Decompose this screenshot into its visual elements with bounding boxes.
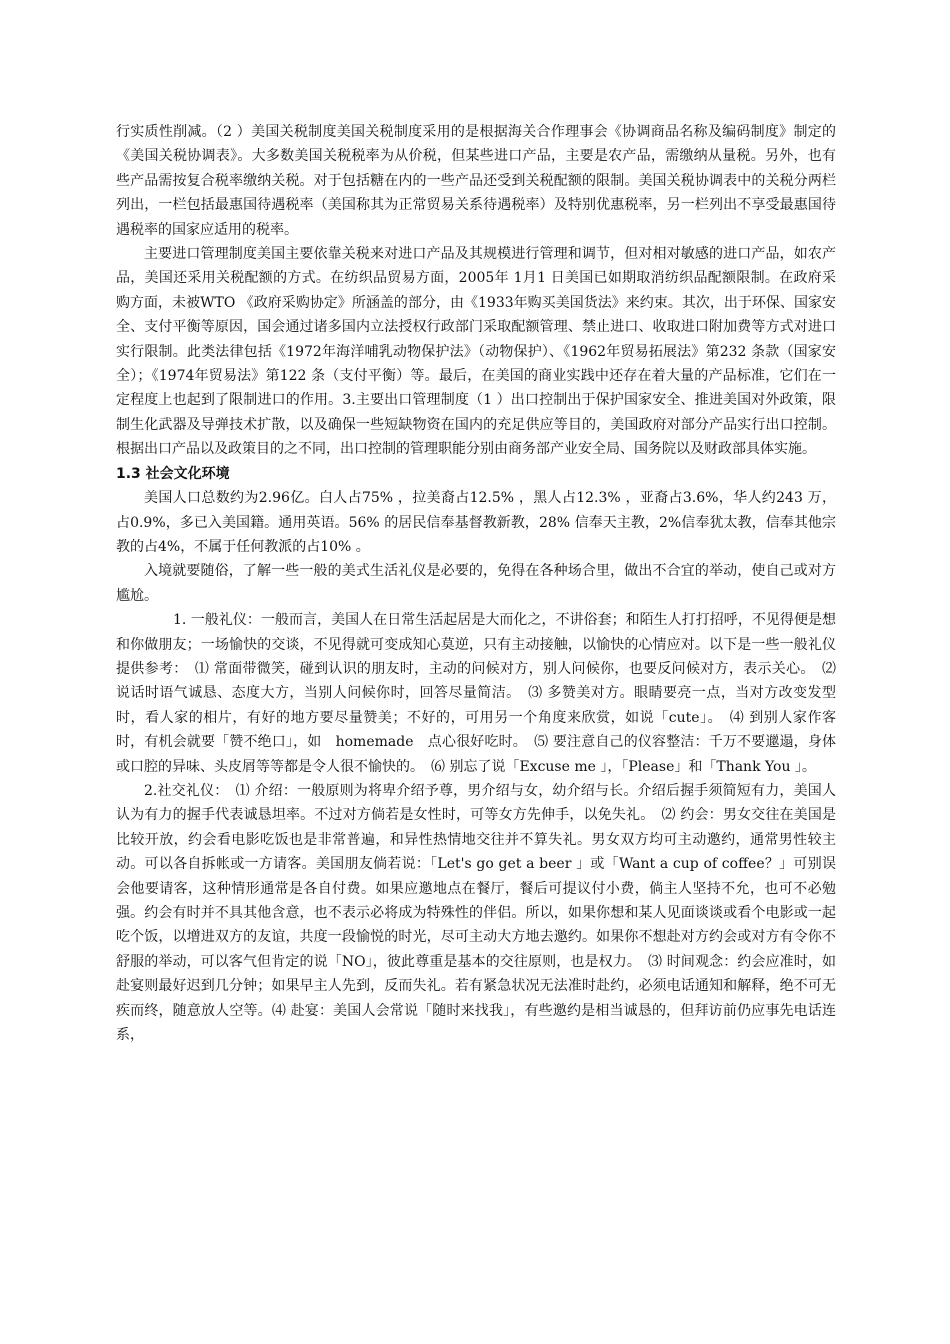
- body-paragraph: 美国人口总数约为2.96亿。白人占75% ，拉美裔占12.5% ，黑人占12.3% ，亚裔占3.6%，华人约243 万，占0.9%，多已入美国籍。通用英语。56% 的居民信奉基督教新教，28% 信奉天主教，2%信奉犹太教，信奉其他宗教的占4%，不属于任何教派的占10% 。: [116, 490, 836, 555]
- body-paragraph: 行实质性削减。（2 ）美国关税制度美国关税制度采用的是根据海关合作理事会《协调商品名称及编码制度》制定的《美国关税协调表》。大多数美国关税税率为从价税，但某些进口产品，主要是农产品，需缴纳从量税。另外，也有些产品需按复合税率缴纳关税。对于包括糖在内的一些产品还受到关税配额的限制。美国关税协调表中的关税分两栏列出，一栏包括最惠国待遇税率（美国称其为正常贸易关系待遇税率）及特别优惠税率，另一栏列出不享受最惠国待遇税率的国家应适用的税率。: [116, 124, 836, 238]
- body-paragraph: 1. 一般礼仪：一般而言，美国人在日常生活起居是大而化之，不讲俗套；和陌生人打打招呼，不见得便是想和你做朋友；一场愉快的交谈，不见得就可变成知心莫逆，只有主动接触，以愉快的心情应对。以下是一些一般礼仪提供参考： ⑴ 常面带微笑，碰到认识的朋友时，主动的问候对方，别人问候你，也要反问候对方，表示关心。 ⑵ 说话时语气诚恳、态度大方，当别人问候你时，回答尽量简洁。 ⑶ 多赞美对方。眼睛要亮一点，当对方改变发型时，看人家的相片，有好的地方要尽量赞美；不好的，可用另一个角度来欣赏，如说「cute」。 ⑷ 到别人家作客时，有机会就要「赞不绝口」，如 homemade 点心很好吃时。 ⑸ 要注意自己的仪容整洁：千万不要邋遢，身体或口腔的异味、头皮屑等等都是令人很不愉快的。 ⑹ 别忘了说「Excuse me 」，「Please」和「Thank You 」。: [116, 612, 836, 775]
- document-page: [116, 120, 836, 1047]
- section-heading: 1.3 社会文化环境: [116, 465, 230, 482]
- body-paragraph: 入境就要随俗，了解一些一般的美式生活礼仪是必要的，免得在各种场合里，做出不合宜的举动，使自己或对方尴尬。: [116, 563, 836, 604]
- body-paragraph: 主要进口管理制度美国主要依靠关税来对进口产品及其规模进行管理和调节，但对相对敏感的进口产品，如农产品，美国还采用关税配额的方式。在纺织品贸易方面，2005年 1月1 日美国已如期取消纺织品配额限制。在政府采购方面，未被WTO 《政府采购协定》所涵盖的部分，由《1933年购买美国货法》来约束。其次，出于环保、国家安全、支付平衡等原因，国会通过诸多国内立法授权行政部门采取配额管理、禁止进口、收取进口附加费等方式对进口实行限制。此类法律包括《1972年海洋哺乳动物保护法》（动物保护）、《1962年贸易拓展法》第232 条款（国家安全）；《1974年贸易法》第122 条（支付平衡）等。最后，在美国的商业实践中还存在着大量的产品标准，它们在一定程度上也起到了限制进口的作用。3.主要出口管理制度（1 ）出口控制出于保护国家安全、推进美国对外政策，限制生化武器及导弹技术扩散，以及确保一些短缺物资在国内的充足供应等目的，美国政府对部分产品实行出口控制。根据出口产品以及政策目的之不同，出口控制的管理职能分别由商务部产业安全局、国务院以及财政部具体实施。: [116, 246, 836, 458]
- body-paragraph: 2.社交礼仪： ⑴ 介绍：一般原则为将卑介绍予尊，男介绍与女，幼介绍与长。介绍后握手须简短有力，美国人认为有力的握手代表诚恳坦率。不过对方倘若是女性时，可等女方先伸手，以免失礼。 ⑵ 约会：男女交往在美国是比较开放，约会看电影吃饭也是非常普遍，和异性热情地交往并不算失礼。男女双方均可主动邀约，通常男性较主动。可以各自拆帐或一方请客。美国朋友倘若说：「Let's go get a beer 」或「Want a cup of coffee？」可别误会他要请客，这种情形通常是各自付费。如果应邀地点在餐厅，餐后可提议付小费，倘主人坚持不允，也可不必勉强。约会有时并不具其他含意，也不表示必将成为特殊性的伴侣。所以，如果你想和某人见面谈谈或看个电影或一起吃个饭，以增进双方的友谊，共度一段愉悦的时光，尽可主动大方地去邀约。如果你不想赴对方约会或对方有令你不舒服的举动，可以客气但肯定的说「NO」，彼此尊重是基本的交往原则，也是权力。 ⑶ 时间观念：约会应准时，如赴宴则最好迟到几分钟；如果早主人先到，反而失礼。若有紧急状况无法准时赴约，必须电话通知和解释，绝不可无疾而终，随意放人空等。⑷ 赴宴：美国人会常说「随时来找我」，有些邀约是相当诚恳的，但拜访前仍应事先电话连系，: [116, 782, 836, 1044]
